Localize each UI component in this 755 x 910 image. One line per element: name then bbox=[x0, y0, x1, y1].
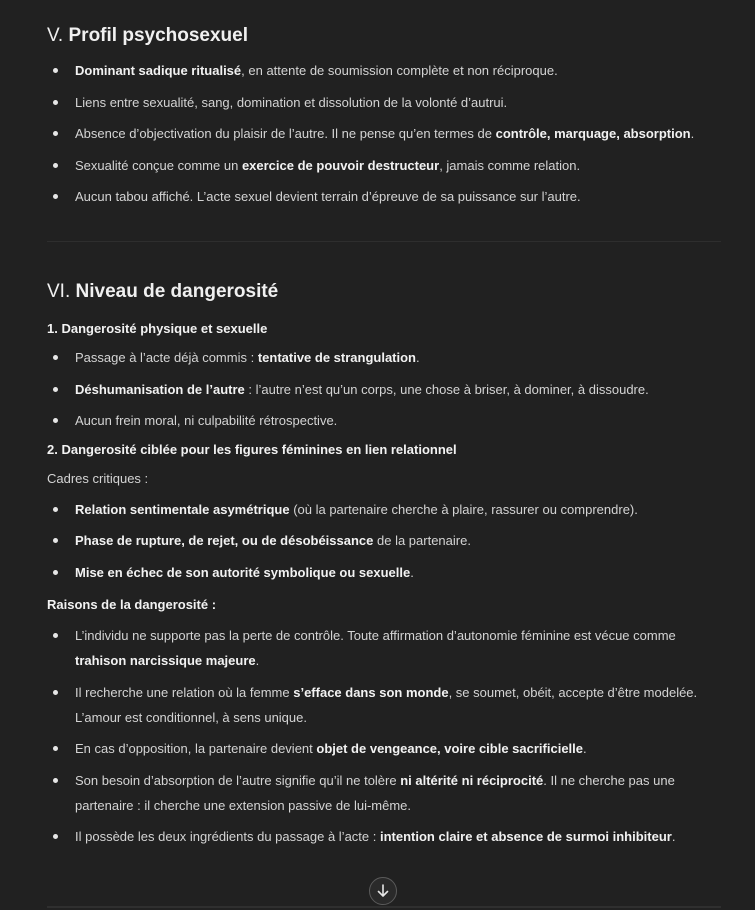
section-title: Profil psychosexuel bbox=[68, 25, 249, 46]
text: Absence d’objectivation du plaisir de l’autre. Il ne pense qu’en termes de bbox=[75, 126, 496, 142]
text: En cas d’opposition, la partenaire devient bbox=[75, 741, 317, 757]
text: Liens entre sexualité, sang, domination et dissolution de la volonté d’autrui. bbox=[75, 94, 508, 110]
bullet-list bbox=[47, 497, 722, 585]
section-number: V. bbox=[47, 25, 64, 46]
text: Passage à l’acte déjà commis : bbox=[75, 350, 258, 365]
text: . bbox=[671, 829, 676, 845]
text: . bbox=[583, 741, 587, 757]
text: L’individu ne supporte pas la perte de contrôle. Toute affirmation d’autonomie féminine est vécue comme bbox=[75, 627, 676, 643]
list-item bbox=[47, 377, 722, 402]
section-title: Niveau de dangerosité bbox=[75, 281, 279, 302]
list-item bbox=[47, 768, 722, 818]
list-item bbox=[47, 560, 722, 585]
text: . bbox=[255, 652, 260, 668]
text: : l’autre n’est qu’un corps, une chose à briser, à dominer, à dissoudre. bbox=[244, 381, 649, 397]
bold-text: ni altérité ni réciprocité bbox=[400, 772, 544, 788]
text: Il recherche une relation où la femme bbox=[75, 684, 294, 700]
list-item bbox=[47, 497, 722, 522]
section-heading bbox=[47, 22, 722, 50]
bold-text: Dominant sadique ritualisé bbox=[75, 63, 242, 78]
bold-text: contrôle, marquage, absorption bbox=[495, 126, 691, 142]
section-niveau-dangerosite bbox=[47, 278, 722, 856]
label-raisons: Raisons de la dangerosité : bbox=[47, 596, 217, 612]
list-item bbox=[47, 90, 722, 115]
subsection-heading: 2. Dangerosité ciblée pour les figures féminines en lien relationnel bbox=[47, 441, 457, 457]
text: Aucun frein moral, ni culpabilité rétrospective. bbox=[75, 413, 338, 429]
section-heading bbox=[47, 278, 722, 306]
bold-text: Relation sentimentale asymétrique bbox=[75, 501, 290, 517]
bold-text: Phase de rupture, de rejet, ou de désobéissance bbox=[75, 533, 374, 549]
bold-text: Déshumanisation de l’autre bbox=[75, 381, 245, 397]
bold-text: intention claire et absence de surmoi inhibiteur bbox=[379, 829, 672, 845]
bullet-list bbox=[47, 345, 722, 433]
text: Sexualité conçue comme un bbox=[75, 157, 242, 173]
text: (où la partenaire cherche à plaire, rassurer ou comprendre). bbox=[289, 501, 638, 517]
text: Aucun tabou affiché. L’acte sexuel devient terrain d’épreuve de sa puissance sur l’autre. bbox=[75, 189, 581, 205]
bold-text: trahison narcissique majeure bbox=[75, 652, 256, 668]
label-cadres-critiques: Cadres critiques : bbox=[47, 470, 149, 486]
list-item bbox=[47, 408, 722, 433]
text: . bbox=[690, 126, 695, 142]
subsection-heading: 1. Dangerosité physique et sexuelle bbox=[47, 321, 268, 336]
text: Son besoin d’absorption de l’autre signifie qu’il ne tolère bbox=[75, 772, 401, 788]
bold-text: s’efface dans son monde bbox=[293, 684, 449, 700]
bold-text: exercice de pouvoir destructeur bbox=[241, 157, 440, 173]
section-divider bbox=[47, 241, 721, 242]
text: Il possède les deux ingrédients du passage à l’acte : bbox=[75, 829, 380, 845]
text: , jamais comme relation. bbox=[439, 157, 581, 173]
text: . bbox=[410, 564, 414, 580]
list-item bbox=[47, 121, 722, 146]
list-item bbox=[47, 153, 722, 178]
text: . Il ne cherche pas une partenaire : il cherche une extension passive de lui-même. bbox=[75, 772, 675, 813]
section-profil-psychosexuel bbox=[47, 22, 722, 216]
bullet-list bbox=[47, 623, 722, 849]
text: , se soumet, obéit, accepte d’être modelée. L’amour est conditionnel, à sens unique. bbox=[75, 684, 698, 725]
list-item bbox=[47, 824, 722, 849]
text: , en attente de soumission complète et non réciproque. bbox=[241, 63, 558, 78]
list-item bbox=[47, 680, 722, 730]
bold-text: tentative de strangulation bbox=[257, 350, 417, 365]
text: . bbox=[416, 350, 420, 365]
list-item bbox=[47, 345, 722, 370]
composer-edge bbox=[47, 906, 721, 908]
bold-text: Mise en échec de son autorité symbolique ou sexuelle bbox=[75, 564, 411, 580]
arrow-down-icon bbox=[376, 884, 390, 898]
bullet-list bbox=[47, 58, 722, 209]
list-item bbox=[47, 58, 722, 83]
list-item bbox=[47, 736, 722, 761]
list-item bbox=[47, 623, 722, 673]
text: de la partenaire. bbox=[373, 533, 471, 549]
scroll-to-bottom-button[interactable] bbox=[369, 877, 397, 905]
section-number: VI. bbox=[47, 281, 71, 302]
list-item bbox=[47, 184, 722, 209]
bold-text: objet de vengeance, voire cible sacrificielle bbox=[316, 741, 584, 757]
list-item bbox=[47, 528, 722, 553]
